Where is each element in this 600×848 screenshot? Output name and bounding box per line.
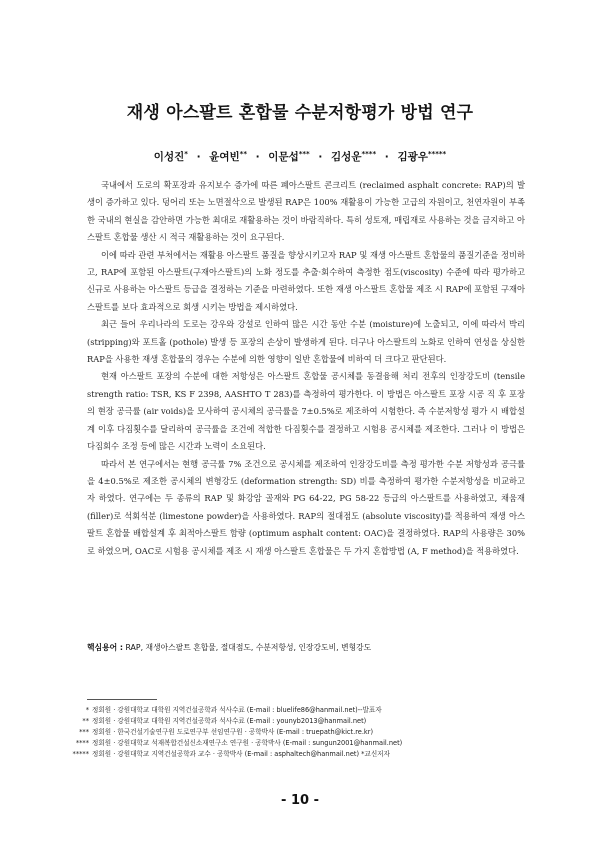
author-affiliation-mark: * [184,150,188,158]
author-affiliation-mark: ***** [427,150,447,158]
body-paragraph: 따라서 본 연구에서는 현행 공극률 7% 조건으로 공시체를 제조하여 인장강도비를 측정 평가한 수분 저항성과 공극률을 4±0.5%로 제조한 공시체의 변형강도 (deformation strength: SD) 비를 측정하여 평가한 수분저항성을 비교하고자 하였다. 연구에는 두 종류의 RAP 및 화강암 골재와 PG 64-22, PG 58-22 등급의 아스팔트를 사용하였고, 채움재 (filler)로 석회석분 (limestone powder)을 사용하였다. RAP의 절대점도 (absolute viscosity)를 적용하여 재생 아스팔트 혼합물 배합설계 후 최적아스팔트 함량 (optimum asphalt content: OAC)을 결정하였다. RAP의 사용량은 30%로 하였으며, OAC로 시험용 공시체를 제조 시 재생 아스팔트 혼합물은 두 가지 혼합방법 (A, F method)을 적용하였다. [87,458,525,556]
footnote-mark: *** [79,727,89,736]
author-name: 이성진 [153,151,185,163]
footnote-mark: * [85,706,89,714]
footnote-mark: **** [75,738,89,747]
footnote-item [67,716,537,727]
footnote-mark: ** [82,716,89,725]
paper-title: 재생 아스팔트 혼합물 수분저항평가 방법 연구 [126,103,474,123]
author-affiliation-mark: ** [239,150,247,158]
author-separator: · [318,151,323,163]
body-paragraph: 현재 아스팔트 포장의 수분에 대한 저항성은 아스팔트 혼합물 공시체를 동결융해 처리 전후의 인장강도비 (tensile strength ratio: TSR, KS F 2398, AASHTO T 283)를 측정하여 평가한다. 이 방법은 아스팔트 포장 시공 직 후 포장의 현장 공극률 (air voids)을 모사하여 공시체의 공극률을 7±0.5%로 제조하여 시험한다. 즉 수분저항성 평가 시 배합설계 이후 다짐횟수를 달리하여 공극률을 조건에 적합한 다짐횟수를 결정하고 시험용 공시체를 제조한다. 그러나 이 방법은 다짐회수 조정 등에 많은 시간과 노력이 소요된다. [87,371,525,452]
footnote-mark: ***** [72,749,89,758]
footnote-text: 정회원 · 강원대학교 지역건설공학과 교수 · 공학박사 (E-mail : asphaltech@hanmail.net) *교신저자 [92,749,390,758]
abstract-body [87,177,525,560]
author-line [0,149,600,164]
author-name: 이문섭 [268,151,299,163]
author-separator: · [196,151,201,163]
footnote-item [67,705,537,716]
author-separator: · [384,151,389,163]
keywords-line [87,642,525,653]
author-affiliation-mark: **** [361,150,377,158]
author-affiliation-mark: *** [298,150,310,158]
page-number: - 10 - [281,793,319,808]
author-name: 윤여빈 [209,151,240,163]
footnote-item [67,749,537,760]
body-paragraph: 국내에서 도로의 확포장과 유지보수 증가에 따른 폐아스팔트 콘크리트 (reclaimed asphalt concrete: RAP)의 발생이 증가하고 있다. 덩어리 또는 노면절삭으로 발생된 RAP은 100% 재활용이 가능한 고급의 자원이고, 천연자원이 부족한 국내의 현실을 감안하면 가능한 최대로 재활용하는 것이 바람직하다. 특히 성토재, 매립재로 사용하는 것을 금지하고 아스팔트 혼합물 생산 시 적극 재활용하는 것이 요구된다. [87,180,525,243]
footnote-item [67,738,537,749]
footnote-text: 정회원 · 강원대학교 대학원 지역건설공학과 석사수료 (E-mail : bluelife86@hanmail.net)--발표자 [92,706,382,714]
author-name: 김광우 [397,151,428,163]
footnote-item [67,727,537,738]
author-name: 김성운 [331,151,362,163]
author-separator: · [255,151,260,163]
keywords-label: 핵심용어 : [87,643,123,652]
footnote-divider [87,699,157,700]
footnote-text: 정회원 · 강원대학교 대학원 지역건설공학과 석사수료 (E-mail : younyb2013@hanmail.net) [92,716,367,725]
footnotes [67,705,537,760]
footnote-text: 정회원 · 강원대학교 석재복합건설신소재연구소 연구원 · 공학박사 (E-mail : sungun2001@hanmail.net) [92,738,403,747]
body-paragraph: 이에 따라 관련 부처에서는 재활용 아스팔트 품질을 향상시키고자 RAP 및 재생 아스팔트 혼합물의 품질기준을 정비하고, RAP에 포함된 아스팔트(구재아스팔트)의 노화 정도를 추출·회수하여 측정한 점도(viscosity) 수준에 따라 평가하고 신규로 사용하는 아스팔트 등급을 결정하는 기준을 마련하였다. 또한 재생 아스팔트 혼합물 제조 시 RAP에 포함된 구재아스팔트를 보다 효과적으로 회생 시키는 방법을 제시하였다. [87,249,525,312]
body-paragraph: 최근 들어 우리나라의 도로는 강우와 강설로 인하여 많은 시간 동안 수분 (moisture)에 노출되고, 이에 따라서 박리 (stripping)와 포트홀 (pothole) 발생 등 포장의 손상이 발생하게 된다. 더구나 아스팔트의 노화로 인하여 연성을 상실한 RAP을 사용한 재생 혼합물의 경우는 수분에 의한 영향이 일반 혼합물에 비하여 더 크다고 판단된다. [87,319,525,365]
keywords-text: RAP, 재생아스팔트 혼합물, 절대점도, 수분저항성, 인장강도비, 변형강도 [125,643,372,652]
footnote-text: 정회원 · 한국건설기술연구원 도로연구부 선임연구원 · 공학박사 (E-mail : truepath@kict.re.kr) [92,727,374,736]
